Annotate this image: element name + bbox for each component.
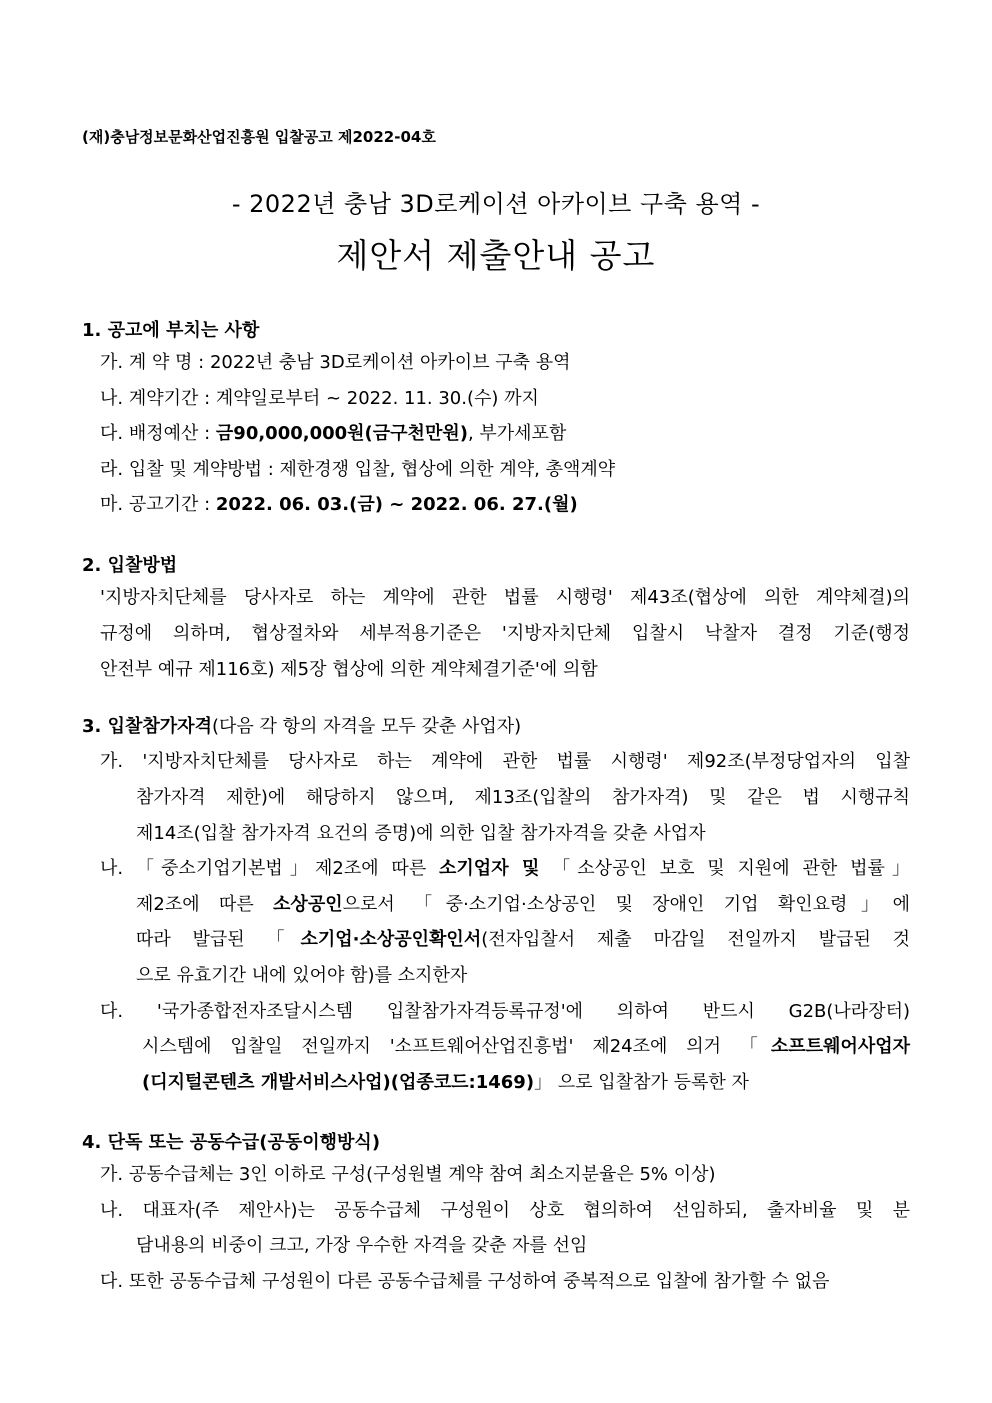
s1-item-c-rest: , 부가세포함 [467,423,567,444]
s1-item-d [100,458,615,482]
s3-b-line-3-bold: 소기업·소상공인확인서 [300,929,482,950]
s1-item-c-budget: 금90,000,000원(금구천만원) [215,423,468,444]
s4-a: 가. 공동수급체는 3인 이하로 구성(구성원별 계약 참여 최소지분율은 5% 이상) [100,1164,716,1185]
s1-item-e [100,493,578,517]
s3-c-line-2-bold: 소프트웨어사업자 [770,1036,910,1057]
s3-b-line-2 [136,893,910,917]
s3-c-line-3-bold: (디지털콘텐츠 개발서비스사업)(업종코드:1469) [142,1072,535,1093]
s4-b-line-2: 담내용의 비중이 크고, 가장 우수한 자격을 갖춘 자를 선임 [136,1235,588,1256]
s1-item-c [100,422,566,446]
s3-b-line-1 [100,857,910,881]
section-3-heading [82,715,521,739]
s2-line-2: 규정에 의하며, 협상절차와 세부적용기준은 '지방자치단체 입찰시 낙찰자 결정 기준(행정 [100,623,910,644]
s3-b-line-4: 으로 유효기간 내에 있어야 함)를 소지한자 [136,965,468,986]
s3-a-line-3: 제14조(입찰 참가자격 요건의 증명)에 의한 입찰 참가자격을 갖춘 사업자 [136,823,706,844]
s3-b-line-3 [136,928,910,952]
s4-c: 다. 또한 공동수급체 구성원이 다른 공동수급체를 구성하여 중복적으로 입찰에 참가할 수 없음 [100,1271,830,1292]
document-title: 제안서 제출안내 공고 [336,236,656,275]
s1-item-d-label: 라. 입찰 및 계약방법 : [100,459,274,480]
s2-line-1: '지방자치단체를 당사자로 하는 계약에 관한 법률 시행령' 제43조(협상에 의한 계약체결)의 [100,587,910,608]
s3-c-line-3 [142,1071,749,1095]
s1-item-b [100,387,539,411]
s3-b-line-3-post: (전자입찰서 제출 마감일 전일까지 발급된 것 [481,929,910,950]
s3-b-line-1-bold: 소기업자 및 [439,858,540,879]
s1-item-c-label: 다. 배정예산 : [100,423,211,444]
s1-item-b-label: 나. 계약기간 : [100,388,211,409]
s1-item-b-value: 계약일로부터 ~ 2022. 11. 30.(수) 까지 [215,388,539,409]
s4-b-line-1: 나. 대표자(주 제안사)는 공동수급체 구성원이 상호 협의하여 선임하되, 출자비율 및 분 [100,1200,910,1221]
s2-line-3: 안전부 예규 제116호) 제5장 협상에 의한 계약체결기준'에 의함 [100,659,598,680]
s3-c-line-2 [142,1035,910,1059]
s1-item-a-label: 가. 계 약 명 : [100,352,205,373]
s3-a-line-1: 가. '지방자치단체를 당사자로 하는 계약에 관한 법률 시행령' 제92조(부정당업자의 입찰 [100,751,910,772]
s3-b-line-2-bold: 소상공인 [273,894,343,915]
s1-item-d-value: 제한경쟁 입찰, 협상에 의한 계약, 총액계약 [279,459,616,480]
s3-b-line-2-post: 으로서 「중·소기업·소상공인 및 장애인 기업 확인요령」에 [342,894,910,915]
section-3-heading-bold: 3. 입찰참가자격 [82,716,212,737]
s1-item-e-label: 마. 공고기간 : [100,494,211,515]
s3-c-line-2-pre: 시스템에 입찰일 전일까지 '소프트웨어산업진흥법' 제24조에 의거 「 [142,1036,771,1057]
section-1-heading: 1. 공고에 부치는 사항 [82,320,260,341]
document-subtitle: - 2022년 충남 3D로케이션 아카이브 구축 용역 - [231,190,761,218]
s1-item-e-value: 2022. 06. 03.(금) ~ 2022. 06. 27.(월) [215,494,578,515]
s1-item-a-value: 2022년 충남 3D로케이션 아카이브 구축 용역 [209,352,571,373]
s1-item-a [100,351,571,375]
s3-c-line-1: 다. '국가종합전자조달시스템 입찰참가자격등록규정'에 의하여 반드시 G2B(나라장터) [100,1001,910,1022]
s3-b-line-2-pre: 제2조에 따른 [136,894,274,915]
s3-b-line-1-pre: 나. 「중소기업기본법」제2조에 따른 [100,858,440,879]
section-3-heading-rest: (다음 각 항의 자격을 모두 갖춘 사업자) [211,716,522,737]
notice-number: (재)충남정보문화산업진흥원 입찰공고 제2022-04호 [82,128,436,146]
s3-b-line-1-post: 「소상공인 보호 및 지원에 관한 법률」 [539,858,910,879]
s3-c-line-3-post: 」 으로 입찰참가 등록한 자 [534,1072,749,1093]
section-2-heading: 2. 입찰방법 [82,555,178,576]
s3-a-line-2: 참가자격 제한)에 해당하지 않으며, 제13조(입찰의 참가자격) 및 같은 법 시행규칙 [136,787,910,808]
s3-b-line-3-pre: 따라 발급된 「 [136,929,301,950]
section-4-heading: 4. 단독 또는 공동수급(공동이행방식) [82,1132,381,1153]
